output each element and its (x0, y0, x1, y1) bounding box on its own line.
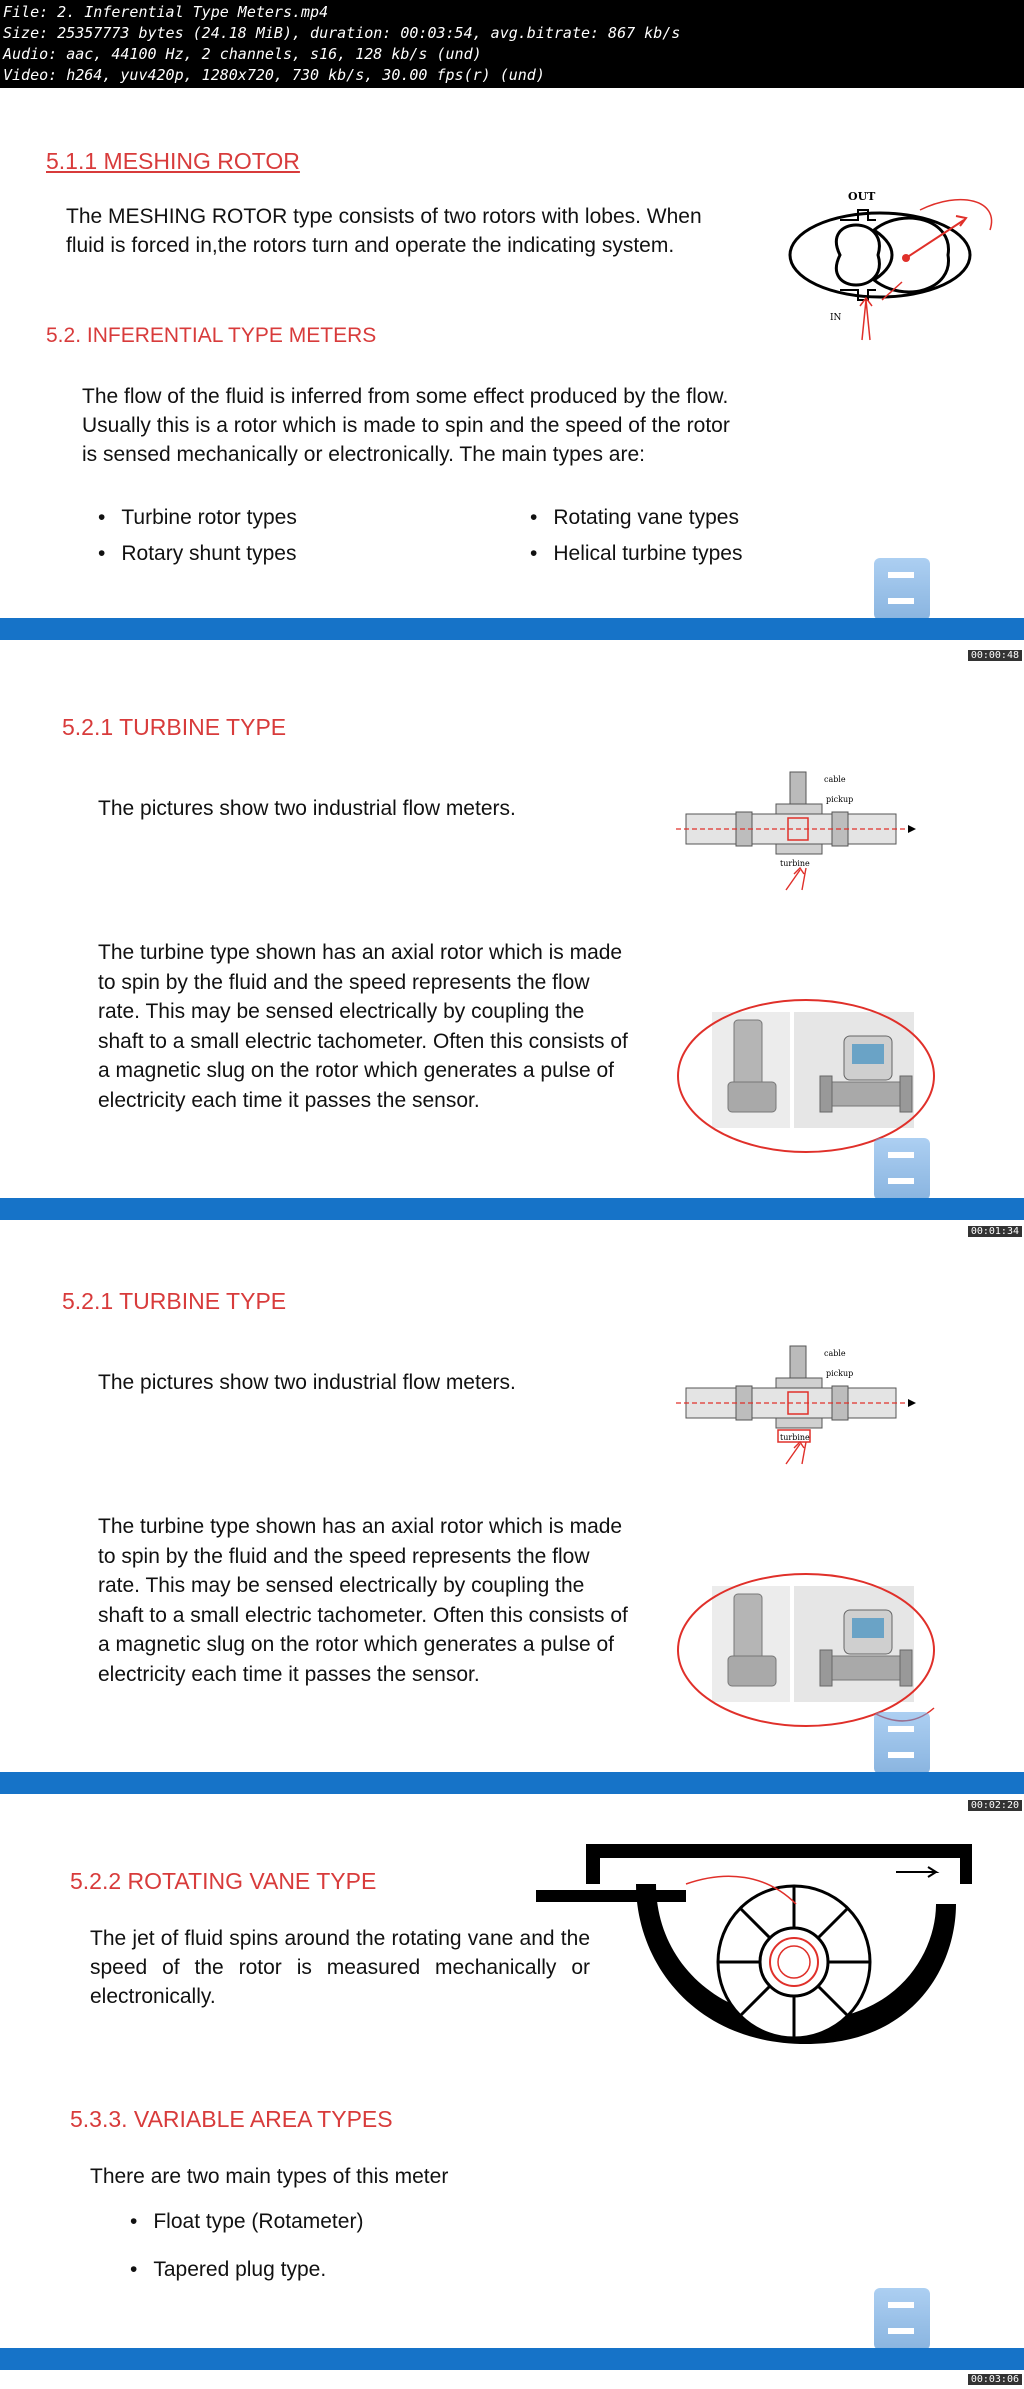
meshing-rotor-diagram (770, 180, 1010, 350)
slide-title: 5.2.2 ROTATING VANE TYPE (70, 1868, 377, 1894)
slide-meshing-rotor (0, 88, 1024, 664)
video-timestamp: 00:02:20 (968, 1800, 1022, 1811)
slide-footer-bar (0, 618, 1024, 640)
bullet-item: • Rotating vane types (530, 506, 739, 530)
cable-label: cable (824, 1349, 846, 1358)
variable-area-intro: There are two main types of this meter (90, 2165, 449, 2188)
slide-title: 5.1.1 MESHING ROTOR (46, 148, 300, 174)
section-title: 5.2. INFERENTIAL TYPE METERS (46, 324, 377, 347)
diagram-in-label: IN (830, 313, 842, 323)
slide-rotating-vane (0, 1814, 1024, 2389)
diagram-out-label: OUT (848, 190, 876, 203)
slide-footer-bar (0, 1198, 1024, 1220)
company-logo (874, 2288, 930, 2356)
pickup-label: pickup (826, 1369, 854, 1378)
bullet-item: • Tapered plug type. (130, 2258, 326, 2282)
bullet-item: • Helical turbine types (530, 542, 742, 566)
video-timestamp: 00:03:06 (968, 2374, 1022, 2385)
turbine-label: turbine (780, 1433, 810, 1442)
video-timestamp: 00:01:34 (968, 1226, 1022, 1237)
turbine-intro: The pictures show two industrial flow meters. (98, 797, 516, 820)
company-logo (874, 1712, 930, 1780)
slide-footer-bar (0, 2348, 1024, 2370)
turbine-description: The turbine type shown has an axial rotor which is made to spin by the fluid and the speed represents the flow rate. This may be sensed electrically by coupling the shaft to a small electric tachometer. Often this consists of a magnetic slug on the rotor which generates a pulse of electricity each time it passes the sensor. (98, 941, 628, 1112)
bullet-item: • Rotary shunt types (98, 542, 296, 566)
bullet-item: • Turbine rotor types (98, 506, 297, 530)
video-size-line: Size: 25357773 bytes (24.18 MiB), duration: 00:03:54, avg.bitrate: 867 kb/s (3, 24, 681, 42)
slide-title: 5.2.1 TURBINE TYPE (62, 714, 287, 740)
cable-label: cable (824, 775, 846, 784)
slide-footer-bar (0, 1772, 1024, 1794)
company-logo (874, 1138, 930, 1206)
turbine-description: The turbine type shown has an axial rotor which is made to spin by the fluid and the speed represents the flow rate. This may be sensed electrically by coupling the shaft to a small electric tachometer. Often this consists of a magnetic slug on the rotor which generates a pulse of electricity each time it passes the sensor. (98, 1515, 628, 1686)
company-logo (874, 558, 930, 626)
slide-title: 5.2.1 TURBINE TYPE (62, 1288, 287, 1314)
video-file-line: File: 2. Inferential Type Meters.mp4 (3, 3, 329, 21)
bullet-item: • Float type (Rotameter) (130, 2210, 363, 2234)
video-info-header (0, 0, 1024, 88)
inferential-description: The flow of the fluid is inferred from some effect produced by the flow. Usually this is a rotor which is made to spin and the speed of the rotor is sensed mechanically or electronically. The main types are: (82, 385, 730, 466)
turbine-label: turbine (780, 859, 810, 868)
turbine-meter-diagram (666, 1338, 926, 1468)
slide-turbine-type-repeat (0, 1238, 1024, 1814)
turbine-meter-diagram (666, 764, 926, 894)
turbine-intro: The pictures show two industrial flow meters. (98, 1371, 516, 1394)
slide-turbine-type (0, 664, 1024, 1238)
section-title: 5.3.3. VARIABLE AREA TYPES (70, 2106, 393, 2132)
pickup-label: pickup (826, 795, 854, 804)
video-stream-line: Video: h264, yuv420p, 1280x720, 730 kb/s, 30.00 fps(r) (und) (3, 66, 545, 84)
rotating-vane-description: The jet of fluid spins around the rotating vane and the speed of the rotor is measured mechanically or electronically. (90, 1927, 590, 2008)
rotating-vane-diagram (536, 1844, 976, 2054)
video-audio-line: Audio: aac, 44100 Hz, 2 channels, s16, 128 kb/s (und) (3, 45, 482, 63)
meshing-rotor-description: The MESHING ROTOR type consists of two rotors with lobes. When fluid is forced in,the rotors turn and operate the indicating system. (66, 205, 702, 257)
video-timestamp: 00:00:48 (968, 650, 1022, 661)
